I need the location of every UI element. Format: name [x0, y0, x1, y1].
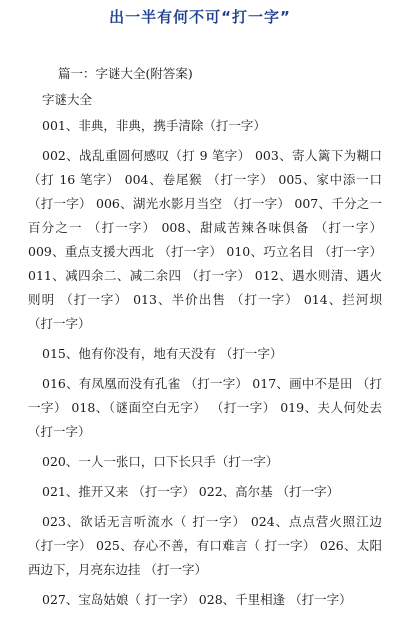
riddle-paragraph: 023、欲话无言听流水（ 打一字） 024、点点营火照江边 （打一字） 025、存心不善，有口难言（ 打一字） 026、太阳西边下，月亮东边挂 （打一字）: [28, 514, 382, 577]
document-body: [28, 52, 382, 618]
section-heading: 篇一：字谜大全(附答案): [58, 66, 193, 81]
riddle-paragraph: 027、宝岛姑娘（ 打一字） 028、千里相逢 （打一字）: [42, 592, 352, 607]
sub-heading: 字谜大全: [42, 92, 93, 107]
riddle-paragraph: 020、一人一张口，口下长只手（打一字）: [42, 454, 279, 469]
document-title: 出一半有何不可“打一字”: [109, 8, 291, 26]
riddle-paragraph: 002、战乱重圆何感叹（打 9 笔字） 003、寄人篱下为糊口（打 16 笔字） 004、卷尾猴 （打一字） 005、家中添一口（打一字） 006、湖光水影月当空 （打一字） 007、千分之一百分之一 （打一字） 008、甜咸苦辣各味俱备 （打一字） 009、重点支援大西北 （打一字） 010、巧立名目 （打一字） 011、减四余二、减二余四 （打一字） 012、遇水则清、遇火则明 （打一字） 013、半价出售 （打一字） 014、拦河坝 （打一字）: [28, 148, 382, 331]
riddle-paragraph: 015、他有你没有，地有天没有 （打一字）: [42, 346, 283, 361]
riddle-paragraph: 021、推开又来 （打一字） 022、高尔基 （打一字）: [42, 484, 340, 499]
riddle-paragraph: 016、有凤凰而没有孔雀 （打一字） 017、画中不是田 （打一字） 018、（谜面空白无字） （打一字） 019、夫人何处去（打一字）: [28, 376, 382, 439]
riddle-paragraph: 001、非典，非典，携手清除（打一字）: [42, 118, 266, 133]
